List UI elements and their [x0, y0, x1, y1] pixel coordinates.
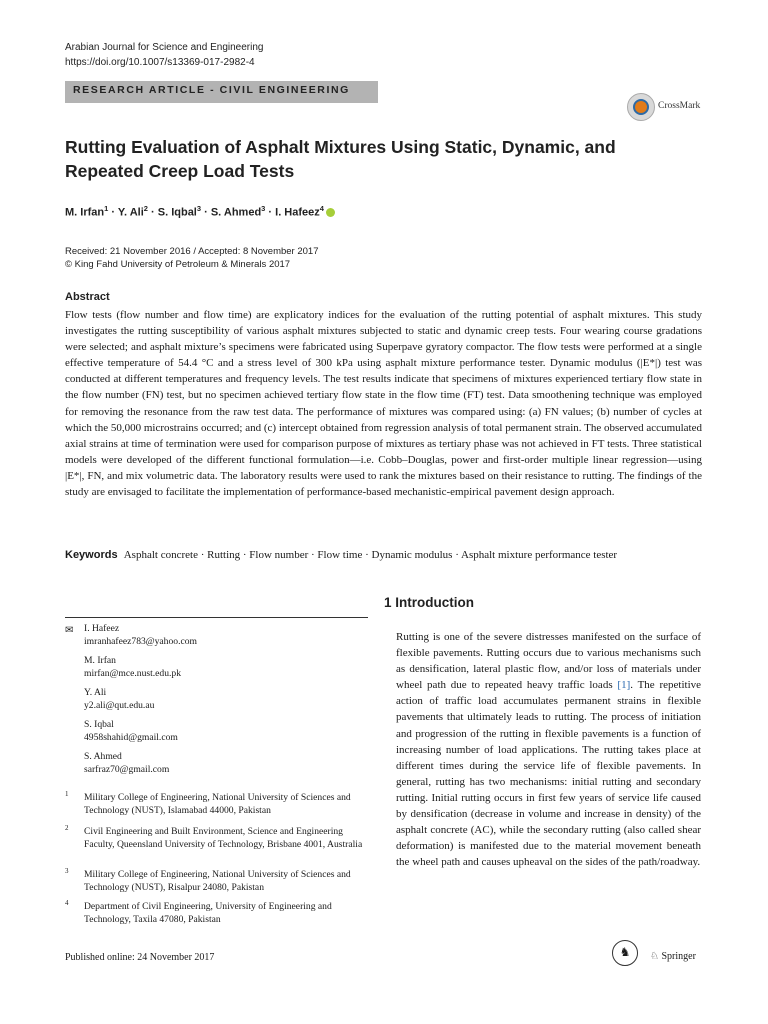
- published-date: Published online: 24 November 2017: [65, 952, 215, 963]
- horse-icon: ♞: [612, 940, 638, 966]
- contact-entry: [84, 654, 181, 680]
- contact-entry: [84, 622, 197, 648]
- affiliation-marker: 3: [261, 204, 266, 213]
- journal-header: [65, 40, 263, 70]
- author-name[interactable]: I. Hafeez: [275, 206, 320, 219]
- affiliation-text: Department of Civil Engineering, University of Engineering and Technology, Taxila 47080, Pakistan: [84, 901, 332, 925]
- affiliation-text: Military College of Engineering, National University of Sciences and Technology (NUST), Islamabad 44000, Pakistan: [84, 792, 351, 816]
- contact-entry: [84, 718, 178, 744]
- affiliation-marker: 2: [143, 204, 148, 213]
- abstract-heading: Abstract: [65, 291, 110, 303]
- contact-name: I. Hafeez: [84, 623, 120, 634]
- author-separator: ·: [268, 206, 273, 219]
- journal-name: Arabian Journal for Science and Engineering: [65, 42, 264, 53]
- footnote-rule: [65, 617, 368, 618]
- contact-email[interactable]: y2.ali@qut.edu.au: [84, 700, 155, 711]
- contact-entry: [84, 686, 154, 712]
- author-name[interactable]: S. Ahmed: [210, 206, 262, 219]
- author-name[interactable]: Y. Ali: [117, 206, 144, 219]
- affiliation-text: Military College of Engineering, National University of Sciences and Technology (NUST), Risalpur 24080, Pakistan: [84, 869, 351, 893]
- copyright-line: © King Fahd University of Petroleum & Minerals 2017: [65, 259, 291, 270]
- crossmark-icon: [627, 93, 655, 121]
- article-type-banner: RESEARCH ARTICLE - CIVIL ENGINEERING: [65, 81, 378, 103]
- keywords-line: [65, 549, 715, 561]
- paper-title: Rutting Evaluation of Asphalt Mixtures Using Static, Dynamic, and Repeated Creep Load Tests: [65, 137, 616, 181]
- author-separator: ·: [111, 206, 116, 219]
- doi-link[interactable]: https://doi.org/10.1007/s13369-017-2982-4: [65, 57, 255, 68]
- contact-email[interactable]: imranhafeez783@yahoo.com: [84, 636, 197, 647]
- intro-text: . The repetitive action of traffic load accumulates permanent strains in flexible pavements that ultimately leads to rutting. The process of initiation and progression of the rutting in flexible pavements is a function of increasing number of load applications. The rutting takes place at different times during the service life of flexible pavements. In general, rutting has two mechanisms: initial rutting and secondary rutting. Initial rutting occurs in first few years of service life caused by densification (decrease in volume and increase in density) of the asphalt concrete (AC), while the secondary rutting (also called shear deformation) is manifested due to the material movement beneath the wheel path and causes upheaval on the sides of the path/roadway.: [396, 679, 702, 869]
- intro-text: Rutting is one of the severe distresses manifested on the surface of flexible pavements. Rutting occurs due to various mechanisms such as densification, lateral plastic flow, and/or loss of materials under wheel path due to repeated heavy traffic loads: [396, 631, 701, 692]
- contact-name: M. Irfan: [84, 655, 116, 666]
- contact-name: S. Ahmed: [84, 751, 122, 762]
- author-name[interactable]: M. Irfan: [65, 206, 105, 219]
- springer-logo: [612, 940, 712, 970]
- author-separator: ·: [204, 206, 208, 219]
- crossmark-label: CrossMark: [658, 101, 701, 111]
- affiliation-number: 2: [65, 824, 69, 832]
- envelope-icon: ✉: [65, 625, 74, 636]
- contact-entry: [84, 750, 169, 776]
- author-separator: ·: [151, 206, 155, 219]
- abstract-text: Flow tests (flow number and flow time) are explicatory indices for the evaluation of the rutting potential of asphalt mixtures. This study investigates the rutting susceptibility of various asphalt mixtures subjected to static and dynamic creep tests. Four wearing course gradations were selected; and asphalt mixture’s specimens were fabricated using Superpave gyratory compactor. The flow tests were performed at a single effective temperature of 54.4 °C and a stress level of 300 kPa using asphalt mixture performance tester. Dynamic modulus (|E*|) test was conducted at different temperatures and frequency levels. The test results indicate that specimens of mixtures experienced tertiary flow state in the flow number (FN) test, but no specimen achieved tertiary flow state in the flow time (FT) test. Data smoothening technique was employed for removing the resonance from the raw test data. The performance of mixtures was compared using: (a) FN values; (b) number of cycles at which the 50,000 microstrains occurred; and (c) intercept obtained from regression analysis of total permanent strain. The observed accumulated axial strains at time of termination were used for comparison purpose of mixtures as tertiary phase was not achieved in FT tests. Three statistical models were developed of the different functional formulation—i.e. Cobb–Douglas, power and first-order multiple linear regression—using |E*|, FN, and mix volumetric data. The laboratory results were used to rank the mixtures based on their resistance to rutting. The findings of the study are envisaged to facilitate the implementation of performance-based mechanistic-empirical pavement design approach.: [65, 309, 702, 499]
- affiliation-number: 1: [65, 790, 69, 798]
- author-list: [65, 204, 335, 219]
- affiliation-text: Civil Engineering and Built Environment, Science and Engineering Faculty, Queensland University of Technology, Brisbane 4001, Australia: [84, 826, 363, 850]
- citation-link[interactable]: [1]: [617, 679, 631, 692]
- affiliation-marker: 3: [196, 204, 202, 213]
- section-heading: 1 Introduction: [384, 595, 474, 610]
- publisher-name: ♘ Springer: [650, 951, 696, 962]
- crossmark-badge[interactable]: [627, 93, 747, 123]
- received-accepted: Received: 21 November 2016 / Accepted: 8 November 2017: [65, 246, 319, 257]
- author-name[interactable]: S. Iqbal: [157, 206, 197, 219]
- contact-name: Y. Ali: [84, 687, 107, 698]
- contact-name: S. Iqbal: [84, 719, 114, 730]
- article-dates: [65, 245, 319, 271]
- contact-email[interactable]: sarfraz70@gmail.com: [84, 764, 170, 775]
- affiliation-marker: 1: [104, 204, 109, 213]
- orcid-icon[interactable]: [326, 208, 335, 217]
- intro-paragraph: [396, 629, 701, 870]
- keywords-list: Asphalt concrete · Rutting · Flow number · Flow time · Dynamic modulus · Asphalt mixture performance tester: [123, 549, 618, 561]
- affiliation-number: 3: [65, 867, 69, 875]
- contact-email[interactable]: 4958shahid@gmail.com: [84, 732, 178, 743]
- keywords-label: Keywords: [65, 549, 118, 561]
- contact-email[interactable]: mirfan@mce.nust.edu.pk: [84, 668, 182, 679]
- affiliation-number: 4: [65, 899, 69, 907]
- affiliation-marker: 4: [319, 204, 324, 213]
